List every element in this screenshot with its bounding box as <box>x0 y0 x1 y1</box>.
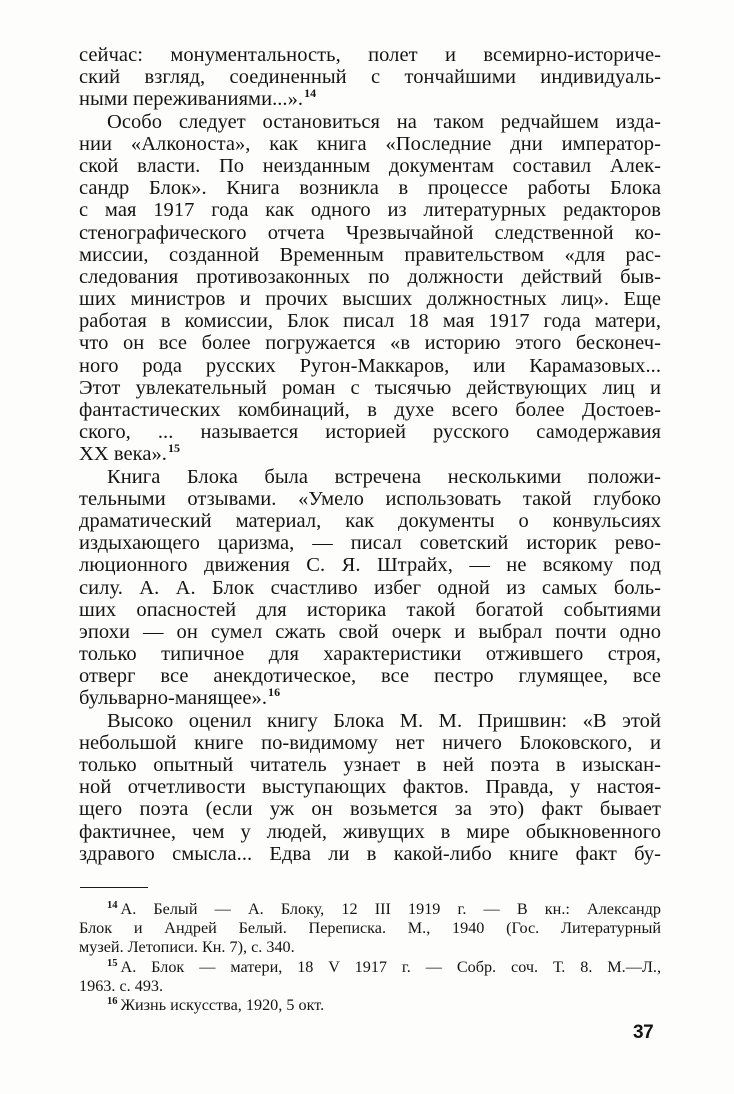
footnote-line <box>79 977 661 996</box>
footnote <box>79 900 661 958</box>
text-line <box>79 732 661 754</box>
line-text: Особо следует остановиться на таком редчайшем изда- <box>107 110 661 133</box>
text-line <box>79 798 661 820</box>
text-line <box>79 466 661 488</box>
line-text: XX века». <box>79 443 167 466</box>
text-line <box>79 621 661 643</box>
line-text: следования противозаконных по должности действий быв- <box>79 265 661 288</box>
paragraph <box>79 466 661 710</box>
text-line <box>79 377 661 399</box>
text-line <box>79 599 661 621</box>
footnote-text: Жизнь искусства, 1920, 5 окт. <box>120 996 325 1015</box>
line-text: издыхающего царизма, — писал советский историк рево- <box>79 532 661 555</box>
text-line <box>79 532 661 554</box>
text-line <box>79 443 661 465</box>
text-line <box>79 44 661 66</box>
line-text: силу. А. А. Блок счастливо избег одной из самых боль- <box>79 576 661 599</box>
line-text: работая в комиссии, Блок писал 18 мая 1917 года матери, <box>79 310 661 333</box>
line-text: бульварно-манящее». <box>79 687 268 710</box>
text-line <box>79 244 661 266</box>
line-text: Высоко оценил книгу Блока М. М. Пришвин: «В этой <box>107 709 661 732</box>
footnote-text: А. Белый — А. Блоку, 12 III 1919 г. — В кн.: Александр <box>120 900 661 918</box>
text-line <box>79 66 661 88</box>
line-text: Книга Блока была встречена несколькими положи- <box>107 465 661 488</box>
line-text: эпохи — он сумел сжать свой очерк и выбрал почти одно <box>79 620 661 643</box>
paragraph <box>79 44 661 111</box>
line-text: миссии, созданной Временным правительством «для рас- <box>79 243 661 266</box>
paragraph <box>79 710 661 865</box>
text-line <box>79 577 661 599</box>
line-text: с мая 1917 года как одного из литературных редакторов <box>79 199 661 222</box>
text-line <box>79 488 661 510</box>
text-line <box>79 222 661 244</box>
text-line <box>79 821 661 843</box>
footnote-reference[interactable]: 16 <box>268 685 281 700</box>
line-text: стенографического отчета Чрезвычайной следственной ко- <box>79 221 661 244</box>
text-line <box>79 554 661 576</box>
text-line <box>79 643 661 665</box>
line-text: только типичное для характеристики отжившего строя, <box>79 643 661 666</box>
line-text: ский взгляд, соединенный с тончайшими индивидуаль- <box>79 66 661 89</box>
line-text: ного рода русских Ругон-Маккаров, или Карамазовых... <box>79 354 661 377</box>
footnote-line <box>79 900 661 919</box>
text-line <box>79 199 661 221</box>
line-text: ской власти. По неизданным документам составил Алек- <box>79 154 661 177</box>
line-text: сандр Блок». Книга возникла в процессе работы Блока <box>79 177 661 200</box>
text-line <box>79 266 661 288</box>
line-text: здравого смысла... Едва ли в какой-либо книге факт бу- <box>79 842 661 865</box>
line-text: тельными отзывами. «Умело использовать такой глубоко <box>79 487 661 510</box>
footnote-reference[interactable]: 14 <box>304 86 317 101</box>
line-text: ского, ... называется историей русского самодержавия <box>79 421 661 444</box>
text-line <box>79 133 661 155</box>
line-text: только опытный читатель узнает в ней поэта в изыскан- <box>79 754 661 776</box>
footnote-number: 14 <box>107 900 118 911</box>
footnote-number: 15 <box>107 957 118 969</box>
footnotes <box>79 900 661 1015</box>
text-line <box>79 665 661 687</box>
line-text: что он все более погружается «в историю этого бесконеч- <box>79 332 661 355</box>
text-line <box>79 710 661 732</box>
line-text: нии «Алконоста», как книга «Последние дни император- <box>79 132 661 155</box>
line-text: ших опасностей для историка такой богатой событиями <box>79 598 661 621</box>
footnote-text: музей. Летописи. Кн. 7), с. 340. <box>79 938 295 957</box>
text-line <box>79 288 661 310</box>
line-text: Этот увлекательный роман с тысячью действующих лиц и <box>79 376 661 399</box>
text-line <box>79 421 661 443</box>
text-line <box>79 399 661 421</box>
footnote-text: А. Блок — матери, 18 V 1917 г. — Собр. соч. Т. 8. М.—Л., <box>120 957 661 976</box>
text-line <box>79 510 661 532</box>
line-text: щего поэта (если уж он возьмется за это) факт бывает <box>79 798 661 821</box>
page-number: 37 <box>633 1022 654 1043</box>
text-line <box>79 843 661 865</box>
text-line <box>79 776 661 798</box>
line-text: люционного движения С. Я. Штрайх, — не всякому под <box>79 554 661 577</box>
text-line <box>79 355 661 377</box>
line-text: фактичнее, чем у людей, живущих в мире обыкновенного <box>79 820 661 843</box>
main-text <box>79 44 661 865</box>
footnote-line <box>79 919 661 938</box>
footnote <box>79 958 661 996</box>
footnote-text: Блок и Андрей Белый. Переписка. М., 1940 (Гос. Литературный <box>79 919 661 938</box>
footnote-reference[interactable]: 15 <box>167 441 181 456</box>
line-text: сейчас: монументальность, полет и всемирно-историче- <box>79 44 661 66</box>
text-line <box>79 332 661 354</box>
footnote-separator <box>80 887 148 888</box>
footnote-text: 1963. с. 493. <box>79 976 164 995</box>
line-text: отверг все анекдотическое, все пестро глумящее, все <box>79 665 661 688</box>
footnote-number: 16 <box>107 996 118 1008</box>
line-text: фантастических комбинаций, в духе всего более Достоев- <box>79 399 661 421</box>
line-text: ших министров и прочих высших должностных лиц». Еще <box>79 288 661 311</box>
text-line <box>79 155 661 177</box>
text-line <box>79 754 661 776</box>
line-text: драматический материал, как документы о конвульсиях <box>79 509 661 532</box>
text-line <box>79 310 661 332</box>
text-line <box>79 88 661 110</box>
line-text: ными переживаниями...». <box>79 88 304 111</box>
footnote <box>79 996 661 1015</box>
footnote-line <box>79 996 661 1015</box>
text-line <box>79 177 661 199</box>
footnote-line <box>79 938 661 957</box>
footnote-line <box>79 958 661 977</box>
text-line <box>79 111 661 133</box>
line-text: ной отчетливости выступающих фактов. Правда, у настоя- <box>79 776 661 799</box>
paragraph <box>79 111 661 466</box>
line-text: небольшой книге по-видимому нет ничего Блоковского, и <box>79 731 661 754</box>
text-line <box>79 687 661 709</box>
